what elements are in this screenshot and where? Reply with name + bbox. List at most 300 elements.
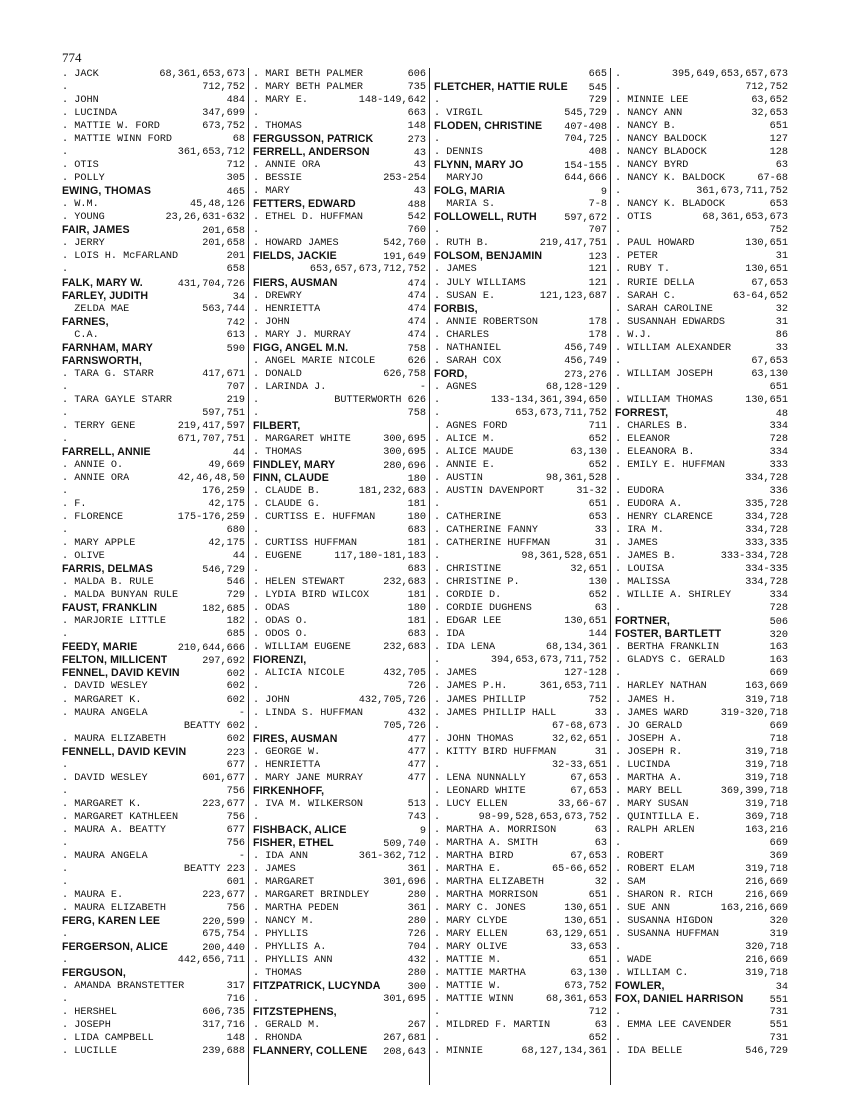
index-entry (434, 472, 607, 485)
entry-name: . NANCY M. (253, 916, 315, 928)
entry-pages: 33,653 (570, 942, 607, 954)
entry-pages: 216,669 (745, 955, 788, 967)
entry-pages: 651 (588, 499, 607, 511)
entry-pages: 602 (226, 733, 245, 745)
entry-pages: 63,130 (570, 968, 607, 980)
entry-name: . (62, 759, 69, 771)
index-entry (434, 902, 607, 915)
index-entry (434, 576, 607, 589)
index-entry (434, 1006, 607, 1019)
entry-pages: 602 (226, 669, 245, 681)
entry-name: FAUST, FRANKLIN (62, 602, 158, 615)
entry-name: . JULY WILLIAMS (434, 277, 526, 289)
index-entry (253, 954, 426, 967)
entry-pages: 685 (226, 629, 245, 641)
entry-name: . TARA G. STARR (62, 368, 154, 380)
entry-name: EWING, THOMAS (62, 185, 151, 198)
entry-name: FIELDS, JACKIE (253, 250, 337, 263)
entry-pages: 130,651 (564, 916, 607, 928)
index-entry (62, 694, 245, 707)
index-entry (615, 303, 788, 316)
index-entry (253, 850, 426, 863)
entry-pages: 407-408 (564, 122, 607, 134)
entry-pages: 67,653 (570, 785, 607, 797)
index-entry (253, 798, 426, 811)
index-entry (253, 876, 426, 889)
index-entry (434, 602, 607, 615)
entry-name: . SUSANNA HUFFMAN (615, 929, 719, 941)
entry-name: . MARTHA E. (434, 863, 502, 875)
entry-name: . RHONDA (253, 1033, 302, 1045)
entry-pages: 176,259 (202, 486, 245, 497)
entry-pages: 546,729 (745, 1046, 788, 1058)
entry-name: . LARINDA J. (253, 381, 327, 393)
entry-pages: 9 (600, 187, 607, 199)
entry-name: . MAURA ANGELA (62, 707, 148, 719)
entry-name: . TARA GAYLE STARR (62, 394, 173, 406)
entry-pages: 319,718 (745, 772, 788, 784)
index-entry (615, 277, 788, 290)
index-entry (615, 889, 788, 902)
entry-pages: 542 (407, 212, 426, 224)
entry-pages: 223 (226, 747, 245, 759)
entry-name: . JAMES (434, 264, 477, 276)
entry-pages: 130,651 (564, 903, 607, 914)
entry-pages: 121 (588, 264, 607, 276)
index-heading-entry (434, 368, 607, 381)
entry-name: . JOHN (62, 95, 99, 107)
entry-name: . (434, 655, 441, 667)
index-entry (615, 576, 788, 589)
entry-pages: 181,232,683 (358, 486, 426, 497)
index-entry (62, 1045, 245, 1058)
index-entry (434, 798, 607, 811)
index-entry (434, 290, 607, 303)
index-entry (434, 1032, 607, 1045)
entry-name: . MILDRED F. MARTIN (434, 1020, 551, 1032)
entry-pages: 180 (407, 512, 426, 524)
entry-pages: 369 (769, 850, 788, 862)
entry-pages: 253-254 (383, 173, 426, 185)
entry-name: . (615, 837, 622, 849)
entry-name: . F. (62, 499, 87, 511)
entry-pages: 200,440 (202, 943, 245, 955)
entry-pages: 219,417,751 (539, 238, 607, 250)
index-heading-entry (434, 81, 607, 94)
entry-pages: 33 (594, 707, 607, 719)
entry-pages: 726 (407, 929, 426, 941)
index-entry (62, 615, 245, 628)
index-entry (615, 316, 788, 329)
index-entry (62, 628, 245, 641)
entry-pages: 361 (407, 863, 426, 875)
entry-pages: 369,399,718 (720, 785, 788, 797)
index-entry (434, 420, 607, 433)
entry-pages: 669 (769, 720, 788, 732)
entry-pages: 297,692 (202, 656, 245, 668)
entry-pages: 44 (232, 551, 245, 563)
entry-pages: 477 (407, 734, 426, 746)
index-entry (253, 902, 426, 915)
entry-pages: 626,758 (383, 368, 426, 380)
entry-name: . MARY BETH PALMER (253, 82, 364, 94)
entry-name: . (62, 929, 69, 941)
index-entry (615, 902, 788, 915)
index-entry (615, 641, 788, 654)
index-entry (253, 811, 426, 824)
entry-name: . EMILY E. HUFFMAN (615, 459, 726, 471)
entry-pages: 63,129,651 (545, 929, 607, 941)
entry-name: . IVA M. WILKERSON (253, 798, 364, 810)
index-heading-entry (62, 563, 245, 576)
entry-pages: 33 (594, 525, 607, 537)
entry-pages: 513 (407, 798, 426, 810)
entry-name: . (434, 1007, 441, 1019)
index-entry (62, 733, 245, 746)
index-entry (615, 185, 788, 198)
entry-pages: 31 (775, 251, 788, 263)
index-entry (253, 550, 426, 563)
entry-pages: 334 (769, 420, 788, 432)
index-entry (62, 889, 245, 902)
entry-name: . ODAS O. (253, 616, 309, 628)
entry-pages: 63 (775, 160, 788, 172)
index-entry (253, 928, 426, 941)
index-entry (253, 680, 426, 693)
page-number: 774 (62, 50, 82, 65)
entry-name: . FLORENCE (62, 512, 124, 524)
entry-pages: 33 (775, 342, 788, 354)
index-entry (434, 759, 607, 772)
entry-name: . PHYLLIS (253, 929, 309, 941)
entry-name: . (434, 499, 441, 511)
entry-pages: 48 (775, 408, 788, 420)
entry-name: . WILLIAM EUGENE (253, 642, 351, 654)
entry-pages: 707 (588, 225, 607, 237)
entry-pages: 181 (407, 616, 426, 628)
entry-pages: 273,276 (564, 369, 607, 381)
index-entry (434, 94, 607, 107)
entry-pages: 758 (407, 407, 426, 419)
entry-pages: 144 (588, 629, 607, 641)
entry-pages: 32,651 (570, 564, 607, 576)
entry-name: . JAMES PHILLIP (434, 694, 526, 706)
entry-pages: 300 (407, 982, 426, 994)
entry-name: . MARGARET BRINDLEY (253, 889, 370, 901)
entry-pages: 319,718 (745, 968, 788, 980)
index-entry (615, 290, 788, 303)
entry-pages: 334 (769, 590, 788, 602)
entry-name: FERG, KAREN LEE (62, 915, 161, 928)
index-entry (615, 68, 788, 81)
index-entry (62, 589, 245, 602)
index-entry (615, 1006, 788, 1019)
index-entry (253, 576, 426, 589)
entry-name: . (253, 407, 260, 419)
entry-pages: 333 (769, 459, 788, 471)
index-entry (253, 720, 426, 733)
index-entry (62, 824, 245, 837)
index-entry (434, 837, 607, 850)
entry-name: FETTERS, EDWARD (253, 198, 356, 211)
entry-name: . (615, 1007, 622, 1019)
entry-pages: 63,130 (751, 368, 788, 380)
index-entry (62, 537, 245, 550)
entry-name: FOLSOM, BENJAMIN (434, 250, 543, 263)
entry-pages: 128 (769, 147, 788, 159)
entry-pages: 756 (226, 785, 245, 797)
index-entry (62, 1019, 245, 1032)
index-entry (434, 355, 607, 368)
index-heading-entry (253, 459, 426, 472)
entry-pages: 651 (769, 381, 788, 393)
index-entry (253, 355, 426, 368)
entry-pages: 32 (775, 303, 788, 315)
index-entry (253, 511, 426, 524)
index-entry (62, 237, 245, 250)
index-entry (62, 433, 245, 446)
index-entry (253, 185, 426, 198)
entry-name: . PHYLLIS ANN (253, 955, 333, 967)
index-heading-entry (62, 224, 245, 237)
entry-pages: 178 (588, 329, 607, 341)
entry-name: . ANNIE ROBERTSON (434, 316, 538, 328)
index-entry (253, 589, 426, 602)
entry-name: . MATTIE WINN (434, 994, 514, 1006)
index-entry (615, 198, 788, 211)
entry-name: . NATHANIEL (434, 342, 502, 354)
entry-name: FALK, MARY W. (62, 276, 143, 289)
entry-name: . (62, 837, 69, 849)
entry-pages: 707 (226, 381, 245, 393)
entry-name: FENNEL, DAVID KEVIN (62, 667, 180, 680)
index-entry (615, 589, 788, 602)
index-entry (62, 133, 245, 146)
entry-name: . MARY E. (253, 95, 309, 107)
entry-name: . MATTIE MARTHA (434, 968, 526, 980)
entry-pages: 726 (407, 681, 426, 693)
entry-name: . CURTISS HUFFMAN (253, 538, 357, 550)
index-entry (615, 498, 788, 511)
index-entry (434, 720, 607, 733)
entry-pages: 671,707,751 (177, 433, 245, 445)
index-entry (62, 863, 245, 876)
entry-name: . LOIS H. McFARLAND (62, 251, 179, 263)
entry-name: FOLLOWELL, RUTH (434, 211, 537, 224)
entry-name: MARIA S. (434, 199, 496, 211)
index-columns (62, 68, 793, 1085)
index-entry (62, 524, 245, 537)
entry-pages: 456,749 (564, 342, 607, 354)
entry-pages: 201 (226, 251, 245, 263)
entry-name: . MARI BETH PALMER (253, 69, 364, 80)
entry-name: . HENRIETTA (253, 303, 321, 315)
entry-pages: 154-155 (564, 161, 607, 173)
entry-pages: 34 (775, 982, 788, 994)
entry-pages: 63 (594, 1020, 607, 1032)
entry-name: . WADE (615, 955, 652, 967)
entry-name: . CHRISTINE (434, 564, 502, 576)
entry-name: . (62, 994, 69, 1006)
index-entry (615, 876, 788, 889)
entry-pages: 712,752 (202, 82, 245, 94)
entry-name: . (253, 225, 260, 237)
index-entry (62, 159, 245, 172)
index-entry (615, 133, 788, 146)
index-entry (434, 1045, 607, 1058)
index-heading-entry (434, 250, 607, 263)
entry-name: . RUBY T. (615, 264, 671, 276)
entry-pages: 31 (775, 316, 788, 328)
index-entry (253, 498, 426, 511)
entry-name: FARLEY, JUDITH (62, 289, 149, 302)
entry-pages: 347,699 (202, 108, 245, 120)
entry-pages: 735 (407, 82, 426, 94)
index-entry (434, 172, 607, 185)
entry-pages: 417,671 (202, 368, 245, 380)
index-entry (615, 120, 788, 133)
index-entry (62, 250, 245, 263)
index-heading-entry (253, 342, 426, 355)
entry-pages: 432,705,726 (358, 694, 426, 706)
entry-pages: 301,696 (383, 876, 426, 888)
entry-name: . THOMAS (253, 446, 302, 458)
entry-name: . AUSTIN DAVENPORT (434, 486, 545, 497)
index-entry (253, 759, 426, 772)
entry-pages: 334,728 (745, 512, 788, 524)
entry-name: . LUCINDA (615, 759, 671, 771)
entry-pages: 280 (407, 916, 426, 928)
index-entry (253, 667, 426, 680)
index-entry (62, 120, 245, 133)
entry-pages: 669 (769, 668, 788, 680)
entry-name: . (615, 225, 622, 237)
entry-name: . LOUISA (615, 564, 664, 576)
entry-name: . CORDIE D. (434, 590, 502, 602)
entry-name: . WILLIE A. SHIRLEY (615, 590, 732, 602)
entry-pages: BUTTERWORTH 626 (334, 394, 426, 406)
index-entry (253, 368, 426, 381)
entry-pages: 652 (588, 459, 607, 471)
index-entry (434, 667, 607, 680)
index-entry (253, 290, 426, 303)
entry-name: . EUGENE (253, 551, 302, 563)
entry-pages: 712 (588, 1007, 607, 1019)
index-entry (615, 329, 788, 342)
index-entry (62, 772, 245, 785)
index-entry (615, 459, 788, 472)
entry-pages: 704,725 (564, 134, 607, 146)
entry-pages: 133-134,361,394,650 (490, 394, 607, 406)
index-entry (253, 329, 426, 342)
entry-name: . VIRGIL (434, 108, 483, 120)
entry-name: . (62, 486, 69, 497)
index-entry (253, 68, 426, 81)
entry-name: . NANCY BYRD (615, 160, 689, 172)
index-entry (434, 941, 607, 954)
entry-pages: 432 (407, 955, 426, 967)
entry-pages: 232,683 (383, 577, 426, 589)
entry-name: . TERRY GENE (62, 420, 136, 432)
index-heading-entry (62, 667, 245, 680)
entry-pages: 606 (407, 69, 426, 80)
entry-name: . CHRISTINE P. (434, 577, 520, 589)
index-heading-entry (615, 980, 788, 993)
entry-pages: 175-176,259 (177, 512, 245, 524)
entry-name: . JAMES H. (615, 694, 677, 706)
index-entry (434, 694, 607, 707)
entry-name: . AGNES FORD (434, 420, 508, 432)
index-entry (434, 524, 607, 537)
index-entry (62, 381, 245, 394)
index-heading-entry (434, 185, 607, 198)
entry-name: . MARTHA ELIZABETH (434, 876, 545, 888)
entry-pages: 334,728 (745, 577, 788, 589)
index-entry (253, 602, 426, 615)
entry-name: . JOSEPH (62, 1020, 111, 1032)
index-column-4 (610, 68, 791, 1085)
index-entry (615, 772, 788, 785)
index-entry (253, 1019, 426, 1032)
index-entry (434, 811, 607, 824)
entry-pages: 178 (588, 316, 607, 328)
entry-pages: 232,683 (383, 642, 426, 654)
index-entry (615, 211, 788, 224)
entry-name: . ODAS (253, 603, 290, 615)
entry-name: . WILLIAM THOMAS (615, 394, 713, 406)
entry-name: . LUCY ELLEN (434, 798, 508, 810)
index-entry (62, 707, 245, 720)
entry-pages: 361-362,712 (358, 850, 426, 862)
entry-name: . CORDIE DUGHENS (434, 603, 532, 615)
index-entry (253, 615, 426, 628)
entry-name: . MARTHA A. SMITH (434, 837, 538, 849)
entry-pages: 63-64,652 (732, 290, 788, 302)
entry-pages: 477 (407, 746, 426, 758)
index-entry (62, 263, 245, 276)
index-heading-entry (253, 824, 426, 837)
entry-name: . JERRY (62, 238, 105, 250)
index-heading-entry (253, 250, 426, 263)
entry-name: FEEDY, MARIE (62, 641, 138, 654)
index-entry (253, 993, 426, 1006)
entry-pages: 32 (594, 876, 607, 888)
entry-name: . (253, 525, 260, 537)
entry-pages: 652 (588, 433, 607, 445)
entry-pages: 563,744 (202, 303, 245, 315)
index-entry (615, 759, 788, 772)
entry-pages: 31-32 (576, 486, 607, 497)
index-entry (62, 928, 245, 941)
index-entry (615, 733, 788, 746)
index-entry (615, 602, 788, 615)
index-entry (434, 550, 607, 563)
index-entry (615, 159, 788, 172)
entry-pages: 742 (226, 317, 245, 329)
index-entry (434, 394, 607, 407)
index-entry (434, 329, 607, 342)
entry-name: . NANCY K. BALDOCK (615, 173, 726, 185)
index-heading-entry (253, 785, 426, 798)
entry-name: . (253, 108, 260, 120)
index-heading-entry (253, 277, 426, 290)
entry-pages: 163,216 (745, 824, 788, 836)
index-entry (62, 485, 245, 498)
entry-pages: 43 (413, 186, 426, 198)
entry-name: . MALISSA (615, 577, 671, 589)
entry-pages: 68 (232, 134, 245, 146)
index-entry (62, 94, 245, 107)
